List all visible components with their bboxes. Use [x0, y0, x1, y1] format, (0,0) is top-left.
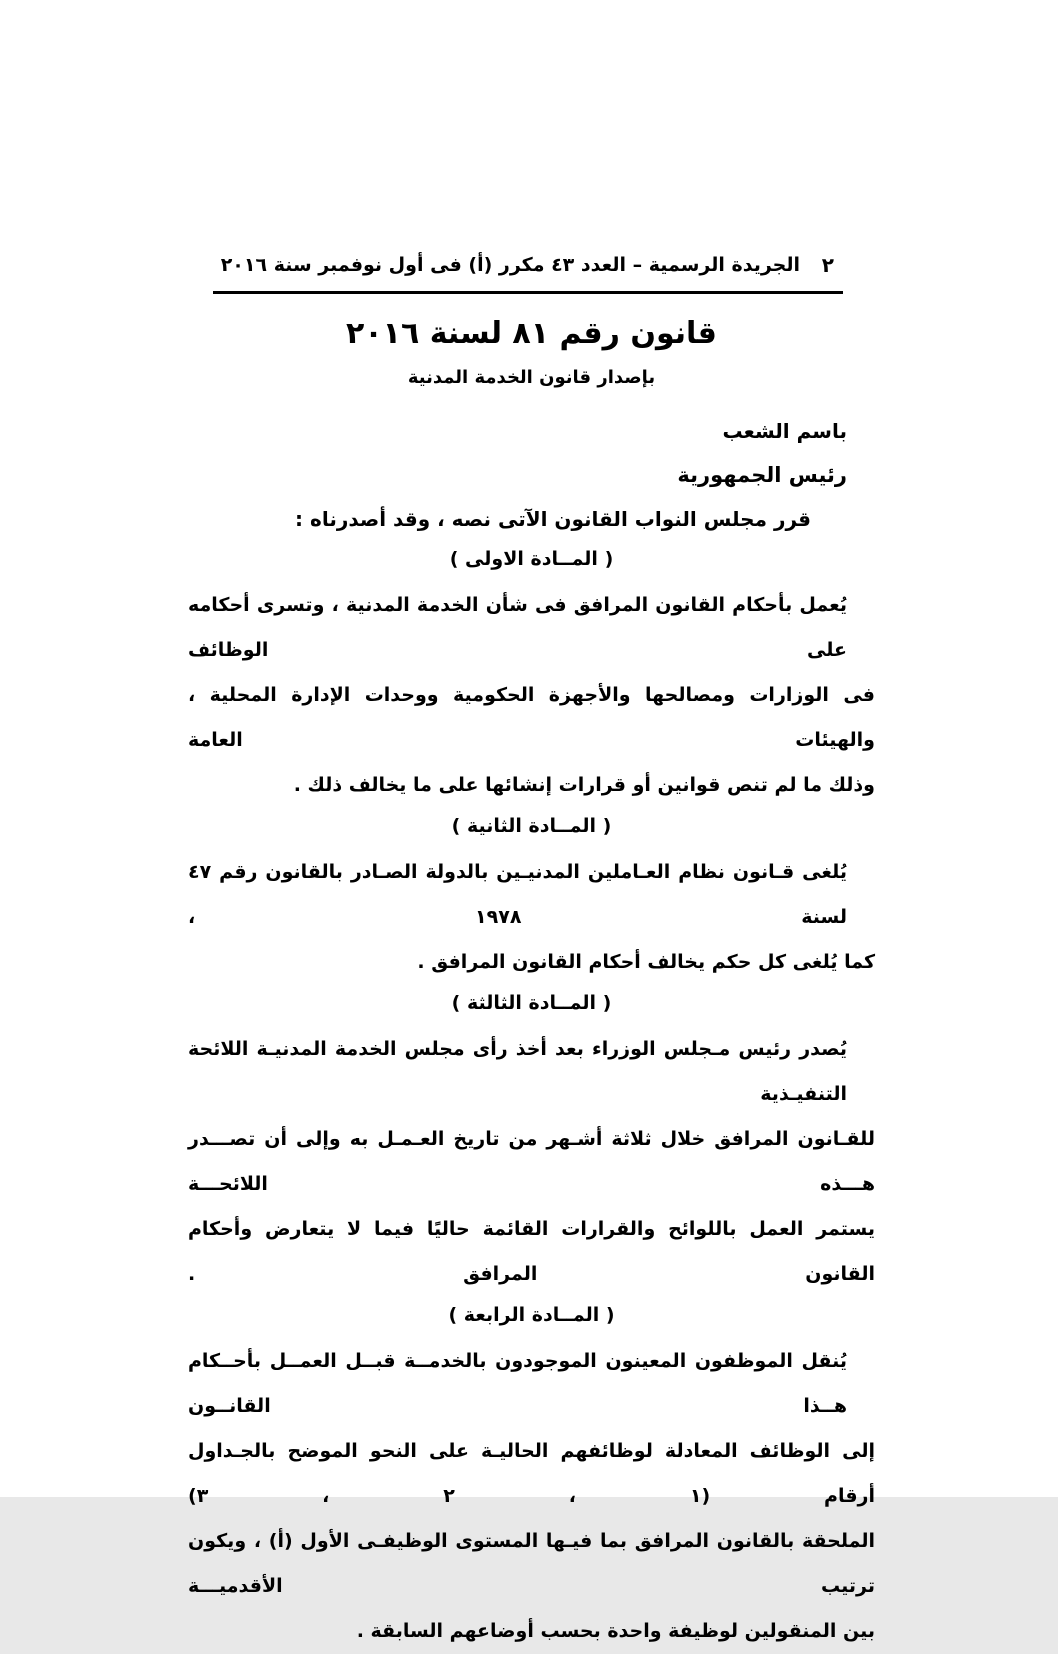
article-line: كما يُلغى كل حكم يخالف أحكام القانون المرافق . — [417, 951, 875, 973]
law-body — [188, 312, 875, 1654]
law-title: قانون رقم ٨١ لسنة ٢٠١٦ — [346, 316, 717, 351]
article-paragraph — [188, 583, 875, 808]
article-line: الملحقة بالقانون المرافق بما فيـها المستوى الوظيفـى الأول (أ) ، ويكون ترتيب الأقدميـــة — [188, 1530, 875, 1597]
article-line: يُلغى قـانون نظام العـاملين المدنيـين بالدولة الصـادر بالقانون رقم ٤٧ لسنة ١٩٧٨ ، — [188, 861, 847, 928]
article-heading: ( المــادة الثانية ) — [451, 815, 612, 837]
article-line: يُنقل الموظفون المعينون الموجودون بالخدمــة قبــل العمــل بأحــكام هــذا القانــون — [188, 1350, 847, 1417]
article-paragraph — [188, 1027, 875, 1297]
article-heading: ( المــادة الاولى ) — [449, 548, 614, 570]
decree-enactment-line: قرر مجلس النواب القانون الآتى نصه ، وقد أصدرناه : — [295, 507, 811, 531]
article-line: يُصدر رئيس مـجلس الوزراء بعد أخذ رأى مجلس الخدمة المدنيـة اللائحة التنفيـذية — [188, 1038, 847, 1105]
article-paragraph — [188, 850, 875, 985]
gazette-issue-line: الجريدة الرسمية – العدد ٤٣ مكرر (أ) فى أول نوفمبر سنة ٢٠١٦ — [220, 254, 800, 276]
page-number: ٢ — [821, 253, 834, 277]
article-heading: ( المــادة الرابعة ) — [448, 1304, 615, 1326]
article-line: فى الوزارات ومصالحها والأجهزة الحكومية ووحدات الإدارة المحلية ، والهيئات العامة — [188, 684, 875, 751]
article-heading: ( المــادة الثالثة ) — [451, 992, 612, 1014]
article-line: إلى الوظائف المعادلة لوظائفهم الحاليـة على النحو الموضح بالجـداول أرقام (١ ، ٢ ، ٣) — [188, 1440, 875, 1507]
header-divider-rule — [213, 291, 843, 294]
article-paragraph — [188, 1339, 875, 1654]
article-line: يُعمل بأحكام القانون المرافق فى شأن الخدمة المدنية ، وتسرى أحكامه على الوظائف — [188, 594, 847, 661]
law-subtitle: بإصدار قانون الخدمة المدنية — [407, 367, 656, 388]
preamble-in-the-name-of-the-people: باسم الشعب — [722, 419, 847, 443]
article-line: وذلك ما لم تنص قوانين أو قرارات إنشائها على ما يخالف ذلك . — [293, 774, 875, 796]
article-line: بين المنقولين لوظيفة واحدة بحسب أوضاعهم السابقة . — [356, 1620, 875, 1642]
article-line: يستمر العمل باللوائح والقرارات القائمة حاليًا فيما لا يتعارض وأحكام القانون المرافق . — [188, 1218, 875, 1285]
preamble-president-of-the-republic: رئيس الجمهورية — [677, 463, 847, 487]
article-line: للقـانون المرافق خلال ثلاثة أشـهر من تاريخ العـمـل به وإلى أن تصـــدر هـــذه اللائحـــة — [188, 1128, 875, 1195]
articles-container — [188, 541, 875, 1654]
